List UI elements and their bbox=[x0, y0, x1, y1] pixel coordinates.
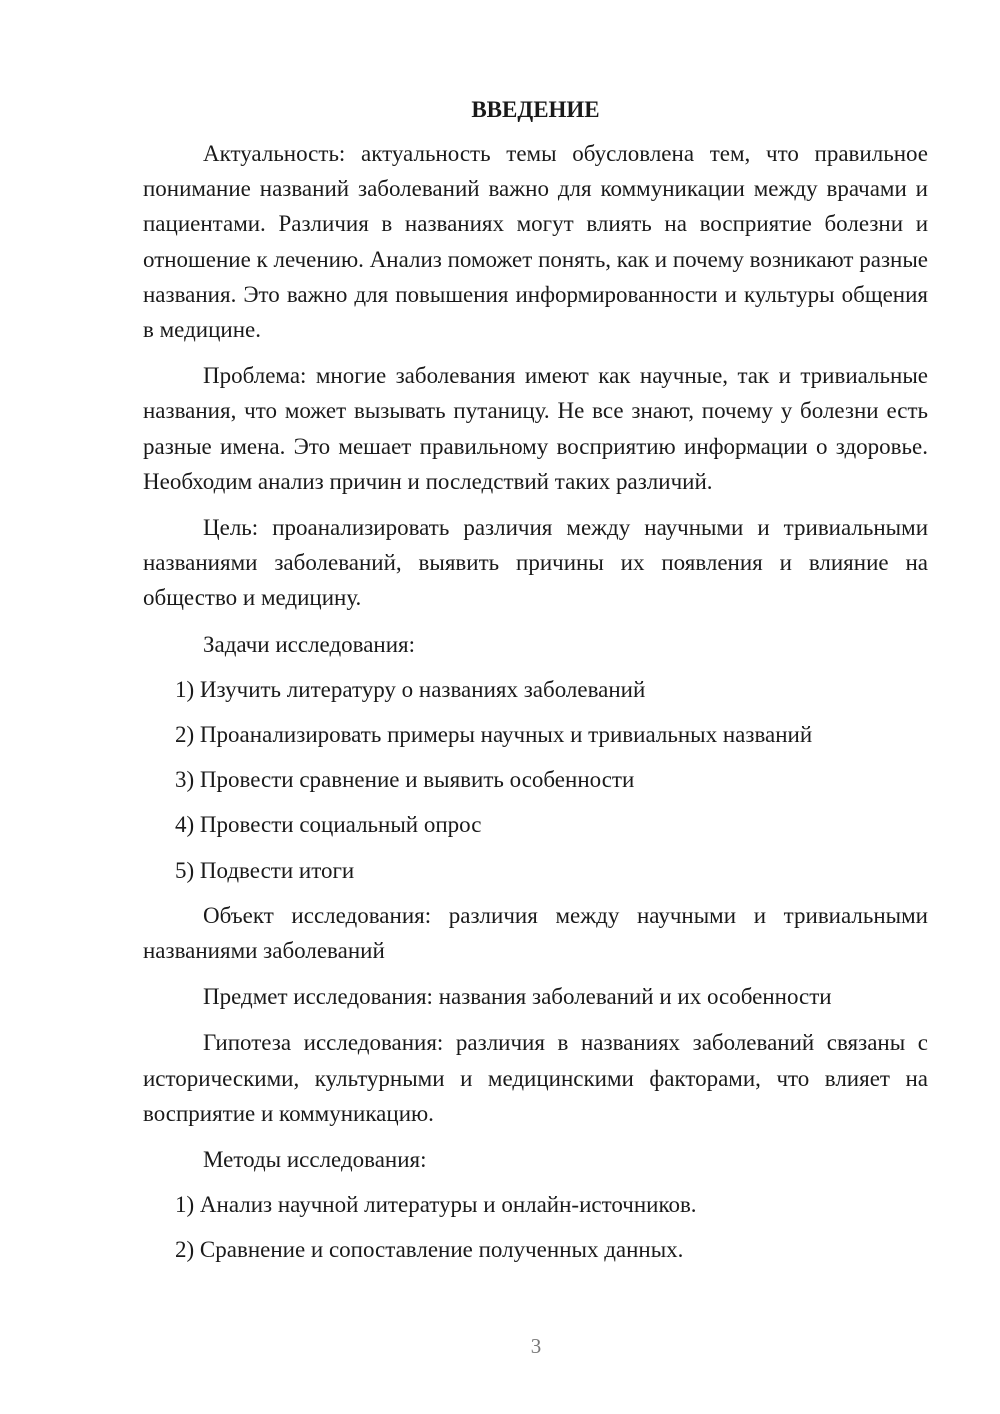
method-item-2: 2) Сравнение и сопоставление полученных данных. bbox=[175, 1237, 684, 1263]
methods-title: Методы исследования: bbox=[203, 1147, 427, 1173]
subject-paragraph: Предмет исследования: названия заболеваний и их особенности bbox=[203, 984, 832, 1010]
object-paragraph: Объект исследования: различия между научными и тривиальными названиями заболеваний bbox=[143, 902, 928, 964]
hypothesis-paragraph: Гипотеза исследования: различия в названиях заболеваний связаны с историческими, культурными и медицинскими факторами, что влияет на восприятие и коммуникацию. bbox=[143, 1030, 928, 1126]
relevance-paragraph: Актуальность: актуальность темы обусловлена тем, что правильное понимание названий заболеваний важно для коммуникации между врачами и пациентами. Различия в названиях могут влиять на восприятие болезни и отношение к лечению. Анализ поможет понять, как и почему возникают разные названия. Это важно для повышения информированности и культуры общения в медицине. bbox=[143, 141, 928, 343]
task-item-4: 4) Провести социальный опрос bbox=[175, 812, 482, 838]
page-title: ВВЕДЕНИЕ bbox=[471, 97, 600, 122]
tasks-title: Задачи исследования: bbox=[203, 631, 416, 657]
page-number: 3 bbox=[530, 1334, 542, 1358]
problem-paragraph: Проблема: многие заболевания имеют как научные, так и тривиальные названия, что может вызывать путаницу. Не все знают, почему у болезни есть разные имена. Это мешает правильному восприятию информации о здоровье. Необходим анализ причин и последствий таких различий. bbox=[143, 363, 928, 494]
method-item-1: 1) Анализ научной литературы и онлайн-источников. bbox=[175, 1192, 697, 1218]
page-content bbox=[143, 96, 928, 1278]
task-item-5: 5) Подвести итоги bbox=[175, 857, 355, 883]
goal-paragraph: Цель: проанализировать различия между научными и тривиальными названиями заболеваний, выявить причины их появления и влияние на общество и медицину. bbox=[143, 515, 928, 611]
task-item-1: 1) Изучить литературу о названиях заболеваний bbox=[175, 676, 646, 702]
task-item-3: 3) Провести сравнение и выявить особенности bbox=[175, 767, 635, 793]
task-item-2: 2) Проанализировать примеры научных и тривиальных названий bbox=[175, 722, 813, 748]
